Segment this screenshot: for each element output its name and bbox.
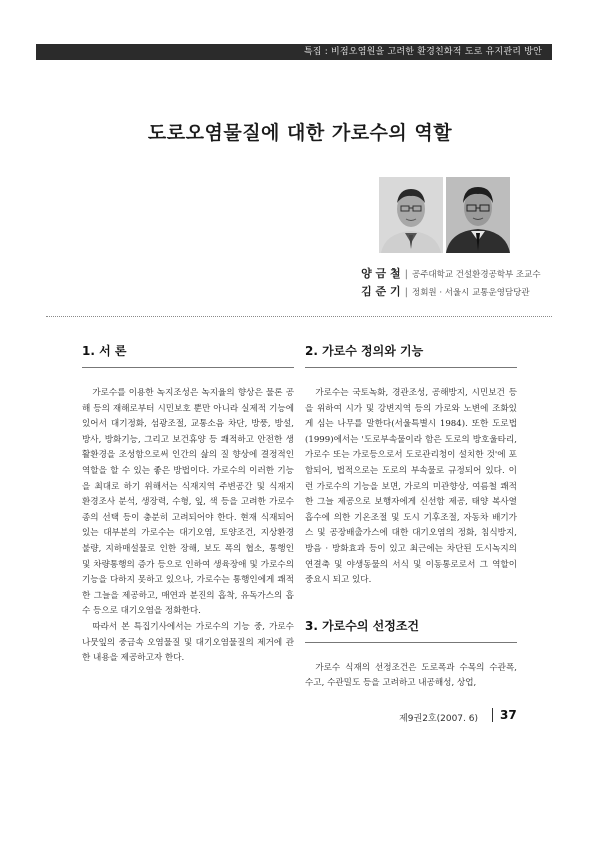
issue-label: 제9권2호(2007. 6)	[399, 714, 478, 724]
left-column	[82, 342, 294, 667]
header-banner: 특집 : 비점오염원을 고려한 환경친화적 도로 유지관리 방안	[36, 44, 552, 60]
author-separator: |	[404, 269, 408, 280]
author-affiliation: 공주대학교 건설환경공학부 조교수	[412, 270, 541, 280]
author-photo-2	[446, 177, 510, 253]
author-name: 양 금 철	[361, 267, 401, 280]
intro-paragraph-1: 가로수를 이용한 녹지조성은 녹지율의 향상은 물론 공해 등의 재해로부터 시민보호 뿐만 아니라 실제적 기능에 있어서 대기정화, 섬광조절, 교통소음 차단, 방풍, 방설, 방사, 방화기능, 그리고 보건휴양 등 쾌적하고 안전한 생활환경을 조성함으로써 인간의 삶의 질 향상에 결정적인 역할을 할 수 있는 좋은 방법이다. 가로수의 이러한 기능을 최대로 하기 위해서는 식재지역 주변공간 및 식재지 환경조사 분석, 생장력, 수형, 잎, 색 등을 고려한 가로수종의 선택 등이 충분히 고려되어야 한다. 현재 식재되어 있는 대부분의 가로수는 대기오염, 토양조건, 지상환경 불량, 지하매설물로 인한 장해, 보도 폭의 협소, 통행인 및 차량통행의 증가 등으로 인하여 생육장애 및 가로수의 기능을 다하지 못하고 있으나, 가로수는 통행인에게 쾌적한 그늘을 제공하고, 매연과 분진의 흡착, 유독가스의 흡수 등으로 대기오염을 정화한다.	[82, 388, 294, 617]
author-name: 김 준 기	[361, 285, 401, 298]
definition-paragraph-1: 가로수는 국토녹화, 경관조성, 공해방지, 시민보건 등을 위하여 시가 및 강변지역 등의 가로와 노변에 조화있게 심는 나무를 말한다(서울특별시 1984). 또한 도로법(1999)에서는 '도로부속물이라 함은 도로의 방호울타리, 가로수 또는 가로등으로서 도로관리청이 설치한 것'에 포함되어, 법적으로는 도로의 부속물로 규정되어 있다. 이런 가로수의 기능을 보면, 가로의 미관향상, 여름철 쾌적한 그늘 제공으로 보행자에게 신선함 제공, 태양 복사열 흡수에 의한 기온조절 및 도시 기후조절, 자동차 배기가스 및 공장배출가스에 대한 대기오염의 정화, 침식방지, 방음 · 방화효과 등이 있고 최근에는 차단된 도시녹지의 연결축 및 야생동물의 서식 및 이동통로로서 그 역할이 중요시 되고 있다.	[305, 388, 517, 586]
footer-divider	[492, 708, 493, 722]
heading-rule	[82, 367, 294, 368]
author-line-1	[290, 265, 552, 281]
section-heading-intro: 1. 서 론	[82, 344, 127, 358]
heading-rule	[305, 642, 517, 643]
author-separator: |	[404, 287, 408, 298]
author-photo-1	[379, 177, 443, 253]
section-heading-definition: 2. 가로수 정의와 기능	[305, 344, 424, 358]
section-heading-selection: 3. 가로수의 선정조건	[305, 618, 420, 633]
author-line-2	[290, 283, 552, 299]
article-title: 도로오염물질에 대한 가로수의 역할	[147, 122, 453, 144]
intro-paragraph-2: 따라서 본 특집기사에서는 가로수의 기능 중, 가로수 나뭇잎의 중금속 오염물질 및 대기오염물질의 제거에 관한 내용을 제공하고자 한다.	[82, 621, 294, 664]
section-divider	[46, 316, 552, 317]
selection-paragraph-1: 가로수 식재의 선정조건은 도로폭과 수목의 수관폭, 수고, 수관밀도 등을 고려하고 내공해성, 상업,	[305, 662, 517, 689]
page-number: 37	[500, 708, 517, 722]
right-column	[305, 342, 517, 692]
author-affiliation: 정회원 · 서울시 교통운영담당관	[412, 288, 530, 298]
heading-rule	[305, 367, 517, 368]
